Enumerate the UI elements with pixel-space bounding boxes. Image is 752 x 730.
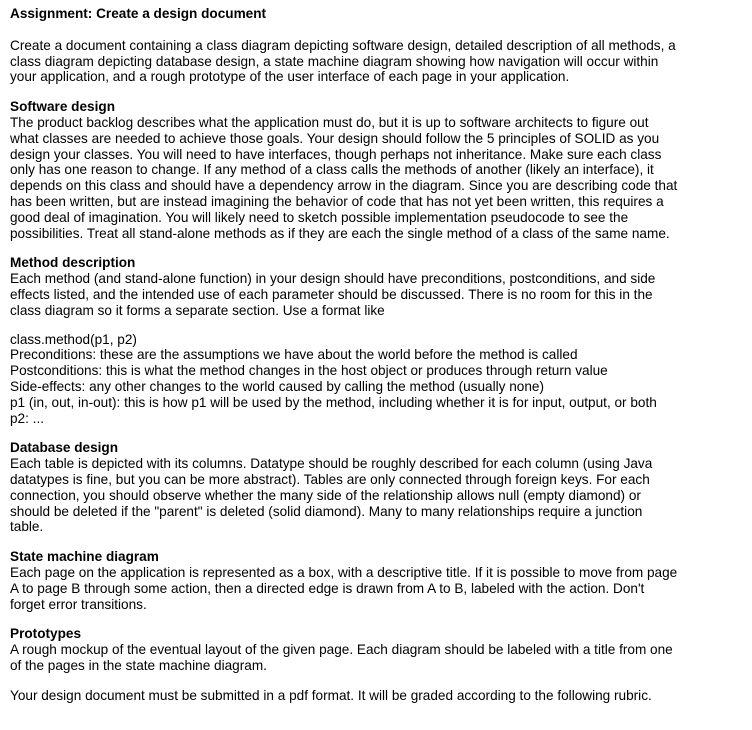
method-format-line: p1 (in, out, in-out): this is how p1 will be used by the method, including whether it is for input, output, or both xyxy=(10,394,657,410)
prototypes-line: of the pages in the state machine diagram. xyxy=(10,657,267,673)
prototypes-heading: Prototypes xyxy=(10,626,82,642)
method-format-block xyxy=(10,332,742,427)
closing-paragraph: Your design document must be submitted in a pdf format. It will be graded according to the following rubric. xyxy=(10,687,652,703)
software-design-line: what classes are needed to achieve those goals. Your design should follow the 5 principles of SOLID as you xyxy=(10,130,660,146)
database-design-line: should be deleted if the "parent" is deleted (solid diamond). Many to many relationships require a junction xyxy=(10,503,643,519)
database-design-line: Each table is depicted with its columns. Datatype should be roughly described for each column (using Java xyxy=(10,456,653,472)
software-design-line: The product backlog describes what the application must do, but it is up to software architects to figure out xyxy=(10,114,649,130)
method-format-line: class.method(p1, p2) xyxy=(10,331,137,347)
state-machine-line: Each page on the application is represented as a box, with a descriptive title. If it is possible to move from page xyxy=(10,564,678,580)
intro-line: your application, and a rough prototype of the user interface of each page in your application. xyxy=(10,69,570,85)
assignment-title: Assignment: Create a design document xyxy=(10,6,267,21)
method-description-line: effects listed, and the intended use of each parameter should be discussed. There is no room for this in the xyxy=(10,286,653,302)
method-description-line: class diagram so it forms a separate section. Use a format like xyxy=(10,302,385,318)
software-design-heading: Software design xyxy=(10,99,115,115)
state-machine-paragraph xyxy=(10,565,742,612)
method-format-line: p2: ... xyxy=(10,410,45,426)
intro-line: class diagram depicting database design, a state machine diagram showing how navigation will occur within xyxy=(10,53,659,69)
intro-paragraph xyxy=(10,38,742,85)
software-design-line: depends on this class and should have a dependency arrow in the diagram. Since you are describing code that xyxy=(10,178,678,194)
prototypes-line: A rough mockup of the eventual layout of the given page. Each diagram should be labeled with a title from one xyxy=(10,642,673,658)
software-design-line: possibilities. Treat all stand-alone methods as if they are each the single method of a class of the same name. xyxy=(10,225,670,241)
software-design-paragraph xyxy=(10,115,742,241)
database-design-line: connection, you should observe whether the many side of the relationship allows null (empty diamond) or xyxy=(10,487,641,503)
database-design-line: datatypes is fine, but you can be more abstract). Tables are only connected through foreign keys. For each xyxy=(10,471,650,487)
method-description-heading: Method description xyxy=(10,255,136,271)
software-design-line: has been written, but are instead imagining the behavior of code that has not yet been written, this requires a xyxy=(10,193,664,209)
state-machine-line: forget error transitions. xyxy=(10,596,147,612)
method-description-line: Each method (and stand-alone function) in your design should have preconditions, postconditions, and side xyxy=(10,271,656,287)
state-machine-line: A to page B through some action, then a directed edge is drawn from A to B, labeled with the action. Don't xyxy=(10,580,645,596)
database-design-paragraph xyxy=(10,456,742,535)
intro-line: Create a document containing a class diagram depicting software design, detailed description of all methods, a xyxy=(10,37,676,53)
method-format-line: Postconditions: this is what the method changes in the host object or produces through return value xyxy=(10,363,608,379)
method-format-line: Side-effects: any other changes to the world caused by calling the method (usually none) xyxy=(10,378,544,394)
prototypes-paragraph xyxy=(10,642,742,674)
database-design-line: table. xyxy=(10,519,44,535)
method-format-line: Preconditions: these are the assumptions we have about the world before the method is called xyxy=(10,347,578,363)
software-design-line: only has one reason to change. If any method of a class calls the methods of another (likely an interface), it xyxy=(10,162,654,178)
state-machine-heading: State machine diagram xyxy=(10,549,159,565)
method-description-paragraph xyxy=(10,271,742,318)
software-design-line: good deal of imagination. You will likely need to sketch possible implementation pseudocode to see the xyxy=(10,209,629,225)
database-design-heading: Database design xyxy=(10,440,119,456)
software-design-line: design your classes. You will need to have interfaces, though perhaps not inheritance. Make sure each class xyxy=(10,146,662,162)
